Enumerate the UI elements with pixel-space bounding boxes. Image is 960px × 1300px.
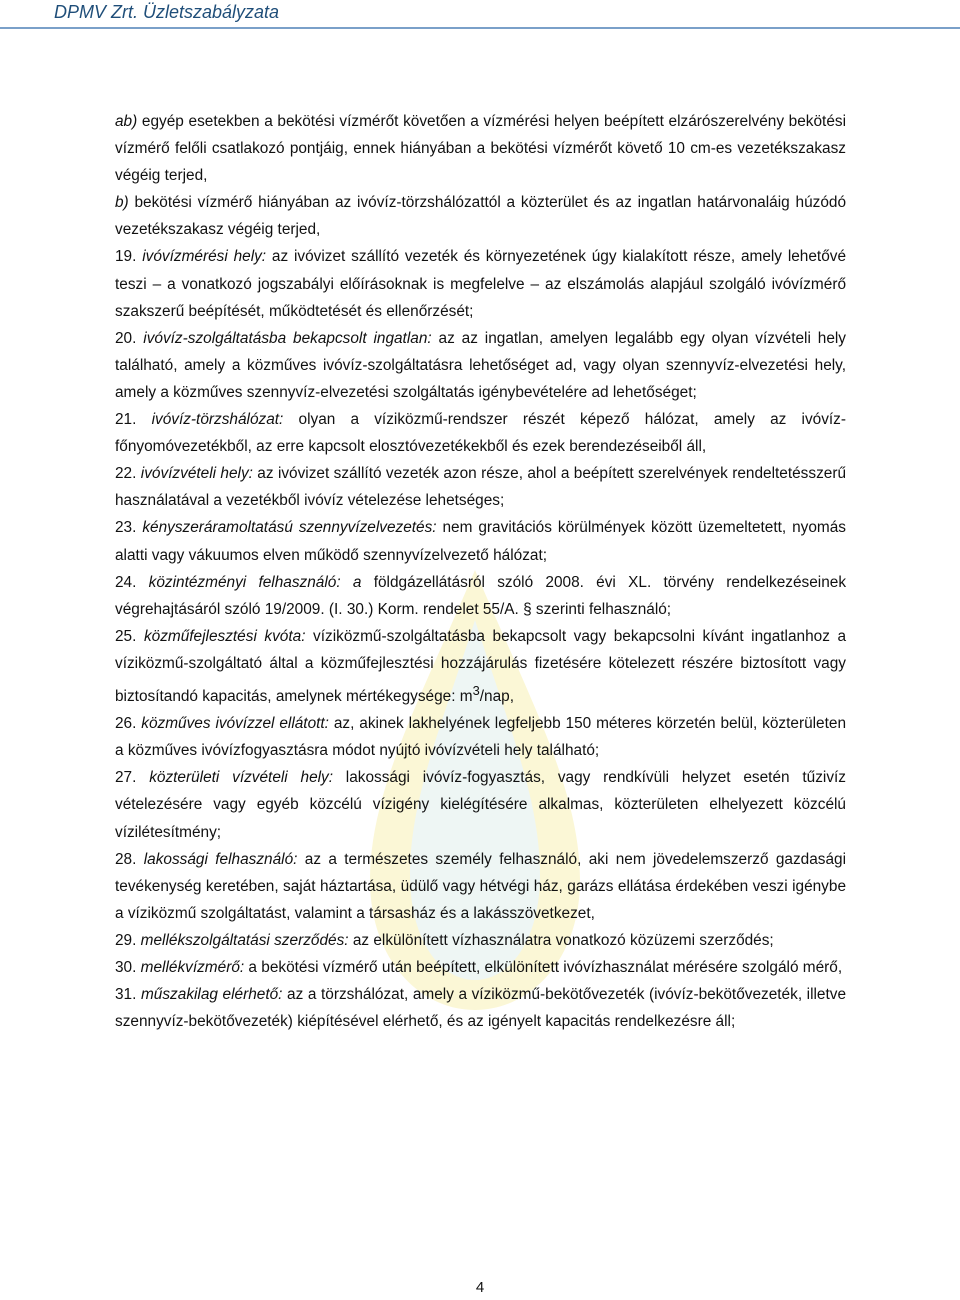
item-text: a bekötési vízmérő után beépített, elkülönített ivóvízhasználat mérésére szolgáló mérő, (244, 959, 843, 977)
item-label: közterületi vízvételi hely: (149, 769, 334, 787)
item-label: ivóvízmérési hely: (142, 248, 267, 266)
item-label: ivóvíz-szolgáltatásba bekapcsolt ingatlan: (143, 329, 432, 347)
item-label: ivóvíz-törzshálózat: (151, 411, 284, 429)
definition-item (115, 514, 846, 568)
item-text: az a természetes személy felhasználó, aki nem jövedelemszerző gazdasági tevékenység keretében, saját háztartása, üdülő vagy hétvégi ház, garázs ellátása érdekében veszi igénybe a víziközmű szolgáltatást, valamint a társasház és a lakásszövetkezet, (115, 850, 847, 922)
item-label: mellékszolgáltatási szerződés: (140, 931, 349, 949)
definition-item (115, 569, 846, 623)
item-number: 30. (115, 959, 141, 977)
item-text: az a törzshálózat, amely a víziközmű-bekötővezeték (ivóvíz-bekötővezeték, illetve szennyvíz-bekötővezeték) kiépítésével elérhető, és az igényelt kapacitás rendelkezésre áll; (115, 986, 847, 1031)
definition-item (115, 325, 846, 406)
item-number: 24. (115, 573, 149, 591)
definition-item (115, 981, 846, 1035)
item-label: közműfejlesztési kvóta: (143, 627, 306, 645)
item-label: közintézményi felhasználó: a (148, 573, 362, 591)
item-label: ivóvízvételi hely: (140, 465, 253, 483)
item-text: az elkülönített vízhasználatra vonatkozó közüzemi szerződés; (348, 931, 774, 949)
item-number: 19. (115, 248, 143, 266)
item-text: olyan a víziközmű-rendszer részét képező hálózat, amely az ivóvíz-főnyomóvezetékből, az erre kapcsolt elosztóvezetékekből és ezek berendezéseiből áll, (115, 411, 847, 456)
item-label: ab) (115, 113, 138, 130)
item-text: földgázellátásról szóló 2008. évi XL. törvény rendelkezéseinek végrehajtásáról szóló 19/2009. (I. 30.) Korm. rendelet 55/A. § szerinti felhasználó; (115, 573, 847, 618)
definition-item (115, 460, 846, 514)
definition-item (115, 710, 846, 764)
item-number: 23. (115, 519, 143, 537)
definitions-list (115, 108, 846, 1035)
definition-item (115, 406, 846, 460)
item-label: közműves ivóvízzel ellátott: (141, 715, 329, 733)
item-number: 28. (115, 850, 144, 868)
item-text: nem gravitációs körülmények között üzemeltetett, nyomás alatti vagy vákuumos elven működő szennyvízelvezető hálózat; (115, 519, 846, 564)
item-number: 25. (115, 627, 144, 645)
item-label: műszakilag elérhető: (140, 986, 283, 1004)
definition-item (115, 846, 846, 927)
item-text: víziközmű-szolgáltatásba bekapcsolt vagy bekapcsolni kívánt ingatlanhoz a víziközmű-szolgáltató által a közműfejlesztési hozzájárulás fizetésére kötelezett részére biztosított vagy biztosítandó kapacitás, amelynek mértékegysége: m (115, 627, 847, 706)
document-header-title: DPMV Zrt. Üzletszabályzata (54, 2, 280, 22)
item-number: 29. (115, 931, 141, 949)
item-text: az ivóvizet szállító vezeték azon része, ahol a beépített szerelvények rendeltetésszerű használatával a vezetékből ivóvíz vételezése lehetséges; (115, 465, 847, 510)
item-number: 31. (115, 986, 141, 1004)
item-number: 20. (115, 329, 144, 347)
item-number: 22. (115, 465, 141, 483)
definition-item (115, 243, 846, 324)
item-text: az ivóvizet szállító vezeték és környezetének úgy kialakított része, amely lehetővé teszi – a vonatkozó jogszabályi előírásoknak is megfelelve – az elszámolás alapjául szolgáló ivóvízmérő szakszerű beépítését, működtetését és ellenőrzését; (115, 248, 847, 320)
item-label: b) (115, 194, 129, 212)
definition-item (115, 954, 846, 981)
item-superscript: 3 (472, 682, 480, 698)
item-label: mellékvízmérő: (140, 959, 245, 977)
page-number: 4 (475, 1279, 485, 1296)
header-rule (0, 27, 960, 29)
definition-item (115, 108, 846, 189)
item-text: egyép esetekben a bekötési vízmérőt követően a vízmérési helyen beépített elzárószerelvény bekötési vízmérő felőli csatlakozó pontjáig, ennek hiányában a bekötési vízmérőt követő 10 cm-es vezetékszakasz végéig terjed, (115, 113, 846, 185)
item-text-after: /nap, (479, 688, 514, 706)
item-label: lakossági felhasználó: (143, 850, 298, 868)
definition-item (115, 764, 846, 845)
item-number: 27. (115, 769, 150, 787)
definition-item (115, 189, 846, 243)
item-text: az az ingatlan, amelyen legalább egy olyan vízvételi hely található, amely a közműves ivóvíz-szolgáltatásra lehetőséget ad, vagy olyan szennyvíz-elvezetési hely, amely a közműves szennyvíz-elvezetési szolgáltatás igénybevételére ad lehetőséget; (115, 329, 847, 401)
item-label: kényszeráramoltatású szennyvízelvezetés: (142, 519, 437, 537)
item-text: bekötési vízmérő hiányában az ivóvíz-törzshálózattól a közterület és az ingatlan határvonaláig húzódó vezetékszakasz végéig terjed, (115, 194, 846, 239)
item-number: 26. (115, 715, 142, 733)
item-text: lakossági ivóvíz-fogyasztás, vagy rendkívüli helyzet esetén tűzivíz vételezésére vagy egyéb közcélú vízigény kielégítésére alkalmas, közterületen elhelyezett közcélú vízilétesítmény; (115, 769, 846, 841)
definition-item (115, 927, 846, 954)
item-number: 21. (115, 411, 152, 429)
item-text: az, akinek lakhelyének legfeljebb 150 méteres körzetén belül, közterületen a közműves ivóvízfogyasztásra módot nyújtó ivóvízvételi hely található; (115, 715, 847, 760)
definition-item (115, 623, 846, 710)
